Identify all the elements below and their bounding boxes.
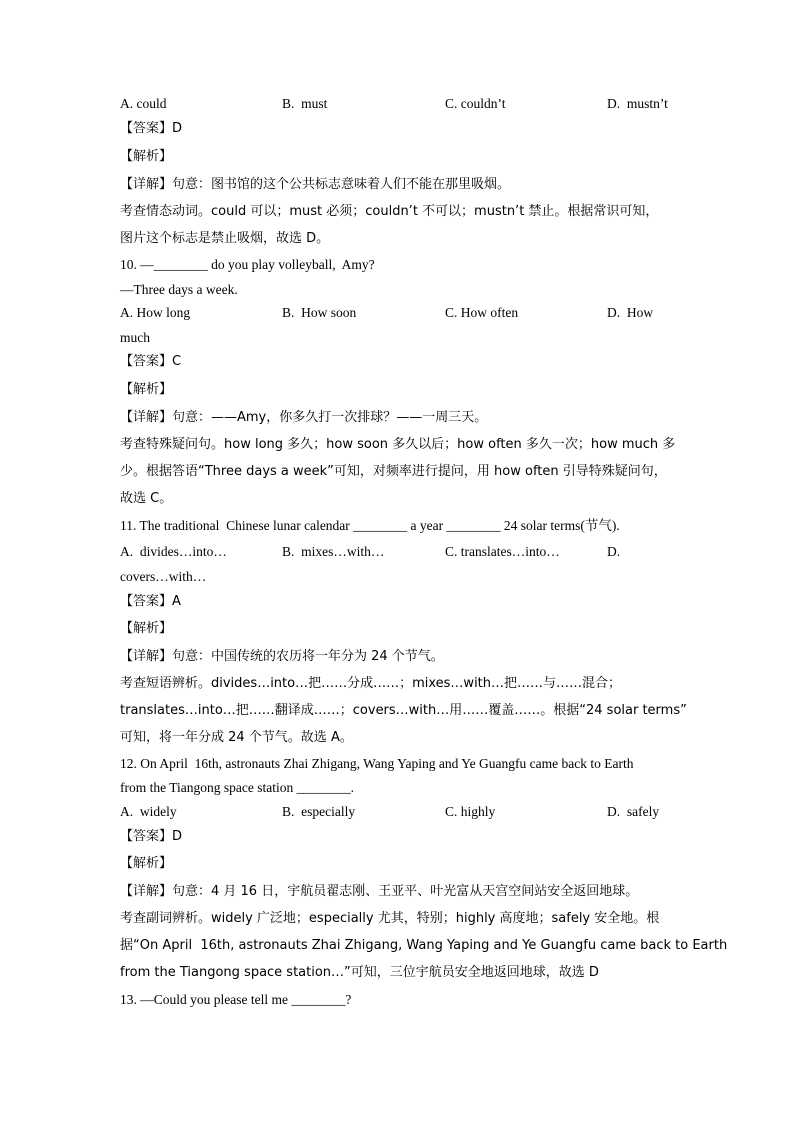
explanation-text: from the Tiangong space station…”可知，三位宇航员安全地返回地球，故选 D bbox=[120, 965, 599, 980]
option-b: B. How soon bbox=[282, 305, 357, 320]
explanation-text: translates…into…把……翻译成……；covers…with…用……覆盖……。根据“24 solar terms” bbox=[120, 703, 687, 718]
option-wrap-text: covers…with… bbox=[120, 569, 207, 584]
option-a: A. divides…into… bbox=[120, 544, 227, 559]
explanation-text: 图片这个标志是禁止吸烟，故选 D。 bbox=[120, 231, 330, 246]
explanation-text: 考查副词辨析。widely 广泛地；especially 尤其，特别；highly 高度地；safely 安全地。根 bbox=[120, 911, 660, 926]
option-c: C. How often bbox=[445, 305, 519, 320]
analysis-label: 【解析】 bbox=[120, 621, 173, 636]
question-11: 11. The traditional Chinese lunar calendar ________ a year ________ 24 solar terms(节气). bbox=[120, 518, 620, 533]
answer-label: 【答案】C bbox=[120, 354, 182, 369]
option-b: B. must bbox=[282, 96, 328, 111]
explanation-text: 据“On April 16th, astronauts Zhai Zhigang, Wang Yaping and Ye Guangfu came back to Earth bbox=[120, 938, 728, 953]
option-c: C. couldn’t bbox=[445, 96, 506, 111]
option-d: D. safely bbox=[607, 804, 660, 819]
detail-text: 【详解】句意：——Amy，你多久打一次排球？——一周三天。 bbox=[120, 410, 488, 425]
option-wrap-text: much bbox=[120, 330, 150, 345]
answer-label: 【答案】A bbox=[120, 594, 181, 609]
question-10: 10. —________ do you play volleyball, Amy? bbox=[120, 257, 375, 272]
option-a: A. could bbox=[120, 96, 167, 111]
question-13: 13. —Could you please tell me ________? bbox=[120, 992, 352, 1007]
detail-text: 【详解】句意：图书馆的这个公共标志意味着人们不能在那里吸烟。 bbox=[120, 177, 511, 192]
question-12: 12. On April 16th, astronauts Zhai Zhigang, Wang Yaping and Ye Guangfu came back to Earth bbox=[120, 756, 634, 771]
detail-text: 【详解】句意：中国传统的农历将一年分为 24 个节气。 bbox=[120, 649, 444, 664]
detail-text: 【详解】句意：4 月 16 日，宇航员翟志刚、王亚平、叶光富从天宫空间站安全返回地球。 bbox=[120, 884, 639, 899]
explanation-text: 考查情态动词。could 可以；must 必须；couldn’t 不可以；mustn’t 禁止。根据常识可知， bbox=[120, 204, 659, 219]
explanation-text: 考查特殊疑问句。how long 多久；how soon 多久以后；how often 多久一次；how much 多 bbox=[120, 437, 676, 452]
option-c: C. highly bbox=[445, 804, 496, 819]
option-a: A. widely bbox=[120, 804, 177, 819]
analysis-label: 【解析】 bbox=[120, 382, 173, 397]
option-b: B. mixes…with… bbox=[282, 544, 385, 559]
analysis-label: 【解析】 bbox=[120, 149, 173, 164]
explanation-text: 可知，将一年分成 24 个节气。故选 A。 bbox=[120, 730, 353, 745]
option-d: D. How bbox=[607, 305, 654, 320]
option-b: B. especially bbox=[282, 804, 356, 819]
option-a: A. How long bbox=[120, 305, 191, 320]
option-d: D. bbox=[607, 544, 621, 559]
explanation-text: 少。根据答语“Three days a week”可知，对频率进行提问，用 how often 引导特殊疑问句， bbox=[120, 464, 667, 479]
answer-label: 【答案】D bbox=[120, 829, 183, 844]
question-12-cont: from the Tiangong space station ________. bbox=[120, 780, 354, 795]
analysis-label: 【解析】 bbox=[120, 856, 173, 871]
option-c: C. translates…into… bbox=[445, 544, 560, 559]
answer-label: 【答案】D bbox=[120, 121, 183, 136]
option-d: D. mustn’t bbox=[607, 96, 668, 111]
explanation-text: 考查短语辨析。divides…into…把……分成……；mixes…with…把……与……混合； bbox=[120, 676, 622, 691]
explanation-text: 故选 C。 bbox=[120, 491, 173, 506]
reply-text: —Three days a week. bbox=[120, 282, 238, 297]
